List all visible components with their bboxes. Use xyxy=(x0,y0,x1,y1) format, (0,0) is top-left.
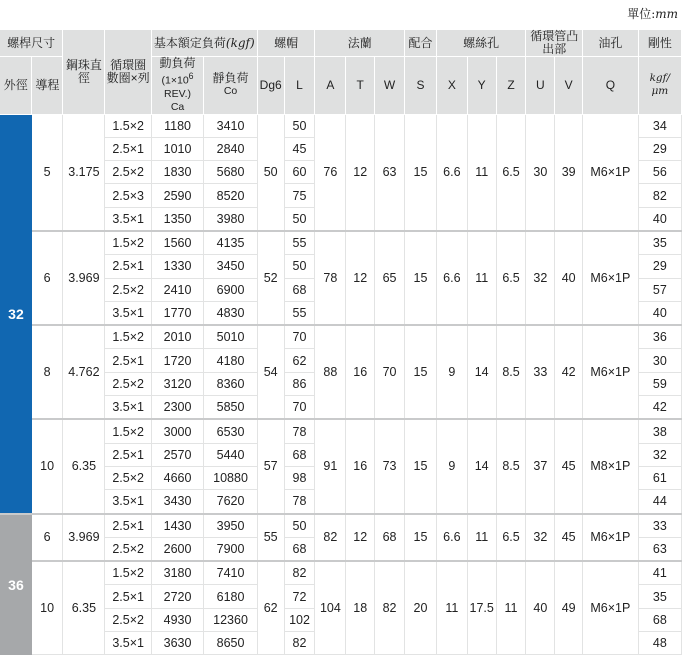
ball-diameter-cell: 6.35 xyxy=(63,419,105,513)
outer-diameter-cell: 32 xyxy=(0,114,32,514)
stiffness-cell: 82 xyxy=(638,184,681,207)
w-cell: 68 xyxy=(375,514,405,562)
t-cell: 12 xyxy=(346,231,375,325)
table-row xyxy=(0,114,682,137)
static-load-cell: 8650 xyxy=(204,632,258,655)
header-stiffness: 剛性 xyxy=(638,30,681,57)
s-cell: 15 xyxy=(405,231,437,325)
lead-cell: 8 xyxy=(32,325,63,419)
u-cell: 32 xyxy=(526,514,555,562)
static-load-cell: 5440 xyxy=(204,443,258,466)
dynamic-load-cell: 3430 xyxy=(151,490,203,514)
l-cell: 82 xyxy=(284,632,315,655)
circuits-cell: 2.5×2 xyxy=(105,278,151,301)
z-cell: 6.5 xyxy=(496,514,526,562)
l-cell: 82 xyxy=(284,561,315,585)
u-cell: 32 xyxy=(526,231,555,325)
q-cell: M6×1P xyxy=(583,561,639,655)
static-load-cell: 7900 xyxy=(204,537,258,561)
y-cell: 11 xyxy=(467,114,496,231)
l-cell: 78 xyxy=(284,419,315,443)
l-cell: 98 xyxy=(284,466,315,489)
q-cell: M8×1P xyxy=(583,419,639,513)
circuits-cell: 3.5×1 xyxy=(105,207,151,231)
q-cell: M6×1P xyxy=(583,325,639,419)
t-cell: 12 xyxy=(346,514,375,562)
a-cell: 88 xyxy=(315,325,346,419)
circuits-cell: 3.5×1 xyxy=(105,632,151,655)
header-v: V xyxy=(555,57,583,115)
header-return-tube: 循環管凸出部 xyxy=(526,30,583,57)
l-cell: 75 xyxy=(284,184,315,207)
v-cell: 40 xyxy=(555,231,583,325)
circuits-cell: 2.5×2 xyxy=(105,466,151,489)
q-cell: M6×1P xyxy=(583,514,639,562)
static-load-cell: 8520 xyxy=(204,184,258,207)
x-cell: 6.6 xyxy=(436,231,467,325)
s-cell: 15 xyxy=(405,114,437,231)
stiffness-cell: 48 xyxy=(638,632,681,655)
dynamic-load-cell: 1830 xyxy=(151,161,203,184)
l-cell: 45 xyxy=(284,137,315,160)
static-load-cell: 5850 xyxy=(204,396,258,420)
v-cell: 49 xyxy=(555,561,583,655)
dynamic-load-cell: 2010 xyxy=(151,325,203,349)
stiffness-cell: 38 xyxy=(638,419,681,443)
q-cell: M6×1P xyxy=(583,114,639,231)
static-load-cell: 2840 xyxy=(204,137,258,160)
dynamic-load-cell: 1560 xyxy=(151,231,203,255)
y-cell: 14 xyxy=(467,325,496,419)
l-cell: 50 xyxy=(284,255,315,278)
dynamic-load-cell: 1720 xyxy=(151,349,203,372)
circuits-cell: 3.5×1 xyxy=(105,301,151,325)
dynamic-load-cell: 2600 xyxy=(151,537,203,561)
lead-cell: 5 xyxy=(32,114,63,231)
dynamic-load-cell: 3630 xyxy=(151,632,203,655)
y-cell: 11 xyxy=(467,231,496,325)
x-cell: 6.6 xyxy=(436,514,467,562)
l-cell: 60 xyxy=(284,161,315,184)
header-ball-diameter: 鋼珠直徑 xyxy=(63,30,105,114)
l-cell: 70 xyxy=(284,396,315,420)
header-l: L xyxy=(284,57,315,115)
outer-diameter-cell: 36 xyxy=(0,514,32,655)
static-load-cell: 8360 xyxy=(204,372,258,395)
z-cell: 6.5 xyxy=(496,114,526,231)
table-body xyxy=(0,114,682,655)
header-circuits: 循環圈數圈×列 xyxy=(105,30,151,114)
header-s: S xyxy=(405,57,437,115)
x-cell: 11 xyxy=(436,561,467,655)
dynamic-load-cell: 1770 xyxy=(151,301,203,325)
l-cell: 50 xyxy=(284,207,315,231)
table-row xyxy=(0,561,682,585)
z-cell: 8.5 xyxy=(496,325,526,419)
unit-label: 單位:mm xyxy=(627,7,678,21)
dynamic-load-cell: 1430 xyxy=(151,514,203,538)
stiffness-cell: 40 xyxy=(638,301,681,325)
ball-diameter-cell: 3.969 xyxy=(63,514,105,562)
header-dg6: Dg6 xyxy=(257,57,284,115)
dynamic-load-cell: 4930 xyxy=(151,608,203,631)
l-cell: 68 xyxy=(284,443,315,466)
stiffness-cell: 57 xyxy=(638,278,681,301)
stiffness-cell: 30 xyxy=(638,349,681,372)
v-cell: 42 xyxy=(555,325,583,419)
stiffness-cell: 32 xyxy=(638,443,681,466)
stiffness-cell: 68 xyxy=(638,608,681,631)
ball-diameter-cell: 3.969 xyxy=(63,231,105,325)
header-lead: 導程 xyxy=(32,57,63,115)
a-cell: 76 xyxy=(315,114,346,231)
circuits-cell: 2.5×2 xyxy=(105,372,151,395)
l-cell: 68 xyxy=(284,278,315,301)
u-cell: 33 xyxy=(526,325,555,419)
ball-diameter-cell: 6.35 xyxy=(63,561,105,655)
v-cell: 45 xyxy=(555,419,583,513)
circuits-cell: 1.5×2 xyxy=(105,561,151,585)
s-cell: 15 xyxy=(405,419,437,513)
l-cell: 78 xyxy=(284,490,315,514)
dynamic-load-cell: 2300 xyxy=(151,396,203,420)
dg6-cell: 50 xyxy=(257,114,284,231)
s-cell: 20 xyxy=(405,561,437,655)
header-oil-hole: 油孔 xyxy=(583,30,639,57)
stiffness-cell: 61 xyxy=(638,466,681,489)
dynamic-load-cell: 3180 xyxy=(151,561,203,585)
y-cell: 14 xyxy=(467,419,496,513)
header-y: Y xyxy=(467,57,496,115)
t-cell: 18 xyxy=(346,561,375,655)
static-load-cell: 3950 xyxy=(204,514,258,538)
dynamic-load-cell: 1010 xyxy=(151,137,203,160)
z-cell: 11 xyxy=(496,561,526,655)
t-cell: 16 xyxy=(346,325,375,419)
dynamic-load-cell: 1330 xyxy=(151,255,203,278)
s-cell: 15 xyxy=(405,514,437,562)
dg6-cell: 52 xyxy=(257,231,284,325)
static-load-cell: 5680 xyxy=(204,161,258,184)
circuits-cell: 1.5×2 xyxy=(105,114,151,137)
dynamic-load-cell: 2720 xyxy=(151,585,203,608)
v-cell: 39 xyxy=(555,114,583,231)
stiffness-cell: 36 xyxy=(638,325,681,349)
circuits-cell: 2.5×1 xyxy=(105,514,151,538)
circuits-cell: 2.5×1 xyxy=(105,255,151,278)
static-load-cell: 12360 xyxy=(204,608,258,631)
a-cell: 78 xyxy=(315,231,346,325)
circuits-cell: 1.5×2 xyxy=(105,325,151,349)
header-dynamic-load: 動負荷 ($1\times 10^6$ REV.) Ca xyxy=(151,57,203,115)
table-row xyxy=(0,514,682,538)
static-load-cell: 3450 xyxy=(204,255,258,278)
stiffness-cell: 63 xyxy=(638,537,681,561)
static-load-cell: 4830 xyxy=(204,301,258,325)
header-nut: 螺帽 xyxy=(257,30,315,57)
dg6-cell: 55 xyxy=(257,514,284,562)
dg6-cell: 54 xyxy=(257,325,284,419)
y-cell: 11 xyxy=(467,514,496,562)
stiffness-cell: 35 xyxy=(638,585,681,608)
header-z: Z xyxy=(496,57,526,115)
circuits-cell: 3.5×1 xyxy=(105,490,151,514)
header-t: T xyxy=(346,57,375,115)
v-cell: 45 xyxy=(555,514,583,562)
stiffness-cell: 35 xyxy=(638,231,681,255)
ball-diameter-cell: 4.762 xyxy=(63,325,105,419)
stiffness-cell: 33 xyxy=(638,514,681,538)
lead-cell: 10 xyxy=(32,419,63,513)
l-cell: 72 xyxy=(284,585,315,608)
header-x: X xyxy=(436,57,467,115)
l-cell: 70 xyxy=(284,325,315,349)
circuits-cell: 2.5×1 xyxy=(105,137,151,160)
dynamic-load-cell: 4660 xyxy=(151,466,203,489)
x-cell: 9 xyxy=(436,325,467,419)
circuits-cell: 3.5×1 xyxy=(105,396,151,420)
circuits-cell: 2.5×2 xyxy=(105,161,151,184)
stiffness-cell: 56 xyxy=(638,161,681,184)
static-load-cell: 4135 xyxy=(204,231,258,255)
dynamic-load-cell: 1350 xyxy=(151,207,203,231)
stiffness-cell: 59 xyxy=(638,372,681,395)
lead-cell: 10 xyxy=(32,561,63,655)
u-cell: 37 xyxy=(526,419,555,513)
header-flange: 法蘭 xyxy=(315,30,405,57)
l-cell: 50 xyxy=(284,514,315,538)
stiffness-cell: 41 xyxy=(638,561,681,585)
w-cell: 63 xyxy=(375,114,405,231)
circuits-cell: 2.5×3 xyxy=(105,184,151,207)
header-a: A xyxy=(315,57,346,115)
header-q: Q xyxy=(583,57,639,115)
stiffness-cell: 44 xyxy=(638,490,681,514)
static-load-cell: 6530 xyxy=(204,419,258,443)
header-outer-diameter: 外徑 xyxy=(0,57,32,115)
stiffness-cell: 34 xyxy=(638,114,681,137)
static-load-cell: 5010 xyxy=(204,325,258,349)
header-static-load: 靜負荷 Co xyxy=(204,57,258,115)
w-cell: 65 xyxy=(375,231,405,325)
lead-cell: 6 xyxy=(32,514,63,562)
dynamic-load-cell: 2570 xyxy=(151,443,203,466)
static-load-cell: 7410 xyxy=(204,561,258,585)
s-cell: 15 xyxy=(405,325,437,419)
static-load-cell: 6900 xyxy=(204,278,258,301)
a-cell: 91 xyxy=(315,419,346,513)
w-cell: 70 xyxy=(375,325,405,419)
x-cell: 6.6 xyxy=(436,114,467,231)
l-cell: 68 xyxy=(284,537,315,561)
w-cell: 73 xyxy=(375,419,405,513)
z-cell: 8.5 xyxy=(496,419,526,513)
l-cell: 62 xyxy=(284,349,315,372)
table-row xyxy=(0,231,682,255)
circuits-cell: 1.5×2 xyxy=(105,419,151,443)
dynamic-load-cell: 2410 xyxy=(151,278,203,301)
l-cell: 102 xyxy=(284,608,315,631)
header-screw-size: 螺桿尺寸 xyxy=(0,30,63,57)
t-cell: 16 xyxy=(346,419,375,513)
stiffness-cell: 42 xyxy=(638,396,681,420)
table-row xyxy=(0,325,682,349)
header-u: U xyxy=(526,57,555,115)
a-cell: 82 xyxy=(315,514,346,562)
circuits-cell: 2.5×2 xyxy=(105,537,151,561)
lead-cell: 6 xyxy=(32,231,63,325)
l-cell: 55 xyxy=(284,231,315,255)
static-load-cell: 7620 xyxy=(204,490,258,514)
circuits-cell: 2.5×1 xyxy=(105,349,151,372)
dynamic-load-cell: 3120 xyxy=(151,372,203,395)
y-cell: 17.5 xyxy=(467,561,496,655)
ball-screw-spec-table xyxy=(0,30,682,655)
dg6-cell: 57 xyxy=(257,419,284,513)
dynamic-load-cell: 1180 xyxy=(151,114,203,137)
header-rated-load: 基本額定負荷(kgf) xyxy=(151,30,257,57)
dynamic-load-cell: 3000 xyxy=(151,419,203,443)
circuits-cell: 2.5×1 xyxy=(105,443,151,466)
circuits-cell: 1.5×2 xyxy=(105,231,151,255)
header-w: W xyxy=(375,57,405,115)
ball-diameter-cell: 3.175 xyxy=(63,114,105,231)
a-cell: 104 xyxy=(315,561,346,655)
t-cell: 12 xyxy=(346,114,375,231)
x-cell: 9 xyxy=(436,419,467,513)
table-header xyxy=(0,30,682,114)
l-cell: 55 xyxy=(284,301,315,325)
header-bolt-hole: 螺絲孔 xyxy=(436,30,526,57)
circuits-cell: 2.5×2 xyxy=(105,608,151,631)
static-load-cell: 3980 xyxy=(204,207,258,231)
z-cell: 6.5 xyxy=(496,231,526,325)
static-load-cell: 3410 xyxy=(204,114,258,137)
stiffness-cell: 29 xyxy=(638,255,681,278)
header-fit: 配合 xyxy=(405,30,437,57)
stiffness-cell: 29 xyxy=(638,137,681,160)
static-load-cell: 6180 xyxy=(204,585,258,608)
table-row xyxy=(0,419,682,443)
circuits-cell: 2.5×1 xyxy=(105,585,151,608)
static-load-cell: 10880 xyxy=(204,466,258,489)
header-stiffness-unit: kgf/ μm xyxy=(638,57,681,115)
u-cell: 30 xyxy=(526,114,555,231)
dynamic-load-cell: 2590 xyxy=(151,184,203,207)
stiffness-cell: 40 xyxy=(638,207,681,231)
w-cell: 82 xyxy=(375,561,405,655)
l-cell: 86 xyxy=(284,372,315,395)
u-cell: 40 xyxy=(526,561,555,655)
q-cell: M6×1P xyxy=(583,231,639,325)
static-load-cell: 4180 xyxy=(204,349,258,372)
dg6-cell: 62 xyxy=(257,561,284,655)
l-cell: 50 xyxy=(284,114,315,137)
